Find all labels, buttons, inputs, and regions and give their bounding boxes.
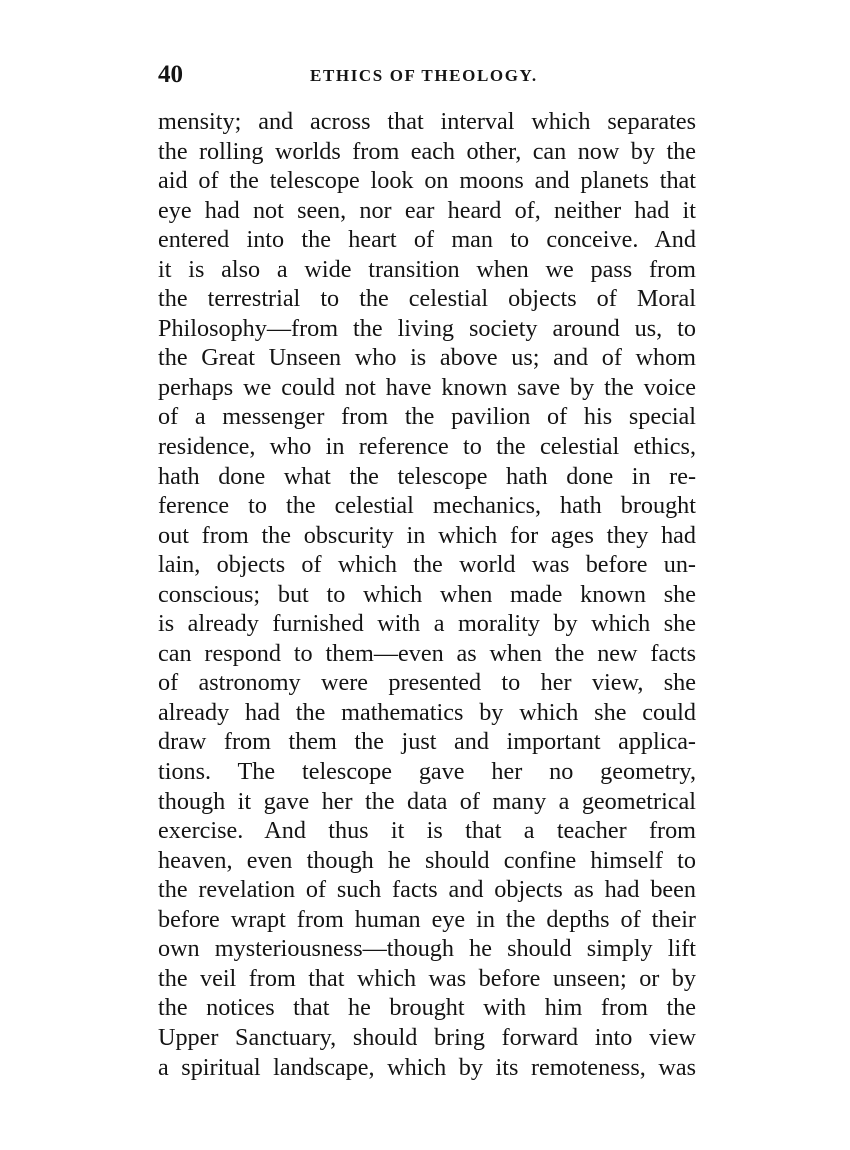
text-line: exercise. And thus it is that a teacher from bbox=[158, 817, 696, 845]
text-line: it is also a wide transition when we pass from bbox=[158, 255, 696, 283]
body-text bbox=[158, 107, 696, 1082]
text-line: before wrapt from human eye in the depths of their bbox=[158, 905, 696, 933]
text-line: the notices that he brought with him from the bbox=[158, 994, 696, 1022]
text-line: heaven, even though he should confine himself to bbox=[158, 846, 696, 874]
text-line: residence, who in reference to the celestial ethics, bbox=[158, 433, 696, 461]
page-number: 40 bbox=[158, 61, 183, 88]
text-line: a spiritual landscape, which by its remoteness, was bbox=[158, 1053, 696, 1081]
text-line: eye had not seen, nor ear heard of, neither had it bbox=[158, 196, 696, 224]
running-head bbox=[158, 58, 698, 92]
text-line: the rolling worlds from each other, can now by the bbox=[158, 137, 696, 165]
text-line: conscious; but to which when made known she bbox=[158, 580, 696, 608]
text-line: out from the obscurity in which for ages they had bbox=[158, 521, 696, 549]
text-line: can respond to them—even as when the new facts bbox=[158, 639, 696, 667]
running-title: ETHICS OF THEOLOGY. bbox=[310, 66, 538, 85]
text-line: lain, objects of which the world was before un- bbox=[158, 551, 696, 579]
text-line: the Great Unseen who is above us; and of whom bbox=[158, 344, 696, 372]
text-line: hath done what the telescope hath done in re- bbox=[158, 462, 696, 490]
text-line: aid of the telescope look on moons and planets that bbox=[158, 167, 696, 195]
text-line: tions. The telescope gave her no geometry, bbox=[158, 758, 696, 786]
text-line: already had the mathematics by which she could bbox=[158, 698, 696, 726]
text-line: the terrestrial to the celestial objects of Moral bbox=[158, 285, 696, 313]
text-line: ference to the celestial mechanics, hath brought bbox=[158, 492, 696, 520]
text-line: the veil from that which was before unseen; or by bbox=[158, 964, 696, 992]
text-line: of a messenger from the pavilion of his special bbox=[158, 403, 696, 431]
text-line: of astronomy were presented to her view, she bbox=[158, 669, 696, 697]
text-line: though it gave her the data of many a geometrical bbox=[158, 787, 696, 815]
text-line: mensity; and across that interval which separates bbox=[158, 108, 696, 135]
text-line: Philosophy—from the living society around us, to bbox=[158, 314, 696, 342]
text-line: perhaps we could not have known save by the voice bbox=[158, 373, 696, 401]
text-line: entered into the heart of man to conceive. And bbox=[158, 226, 696, 254]
text-line: is already furnished with a morality by which she bbox=[158, 610, 696, 638]
text-line: the revelation of such facts and objects as had been bbox=[158, 876, 696, 904]
text-line: Upper Sanctuary, should bring forward into view bbox=[158, 1023, 696, 1051]
text-line: draw from them the just and important applica- bbox=[158, 728, 696, 756]
text-line: own mysteriousness—though he should simply lift bbox=[158, 935, 696, 963]
